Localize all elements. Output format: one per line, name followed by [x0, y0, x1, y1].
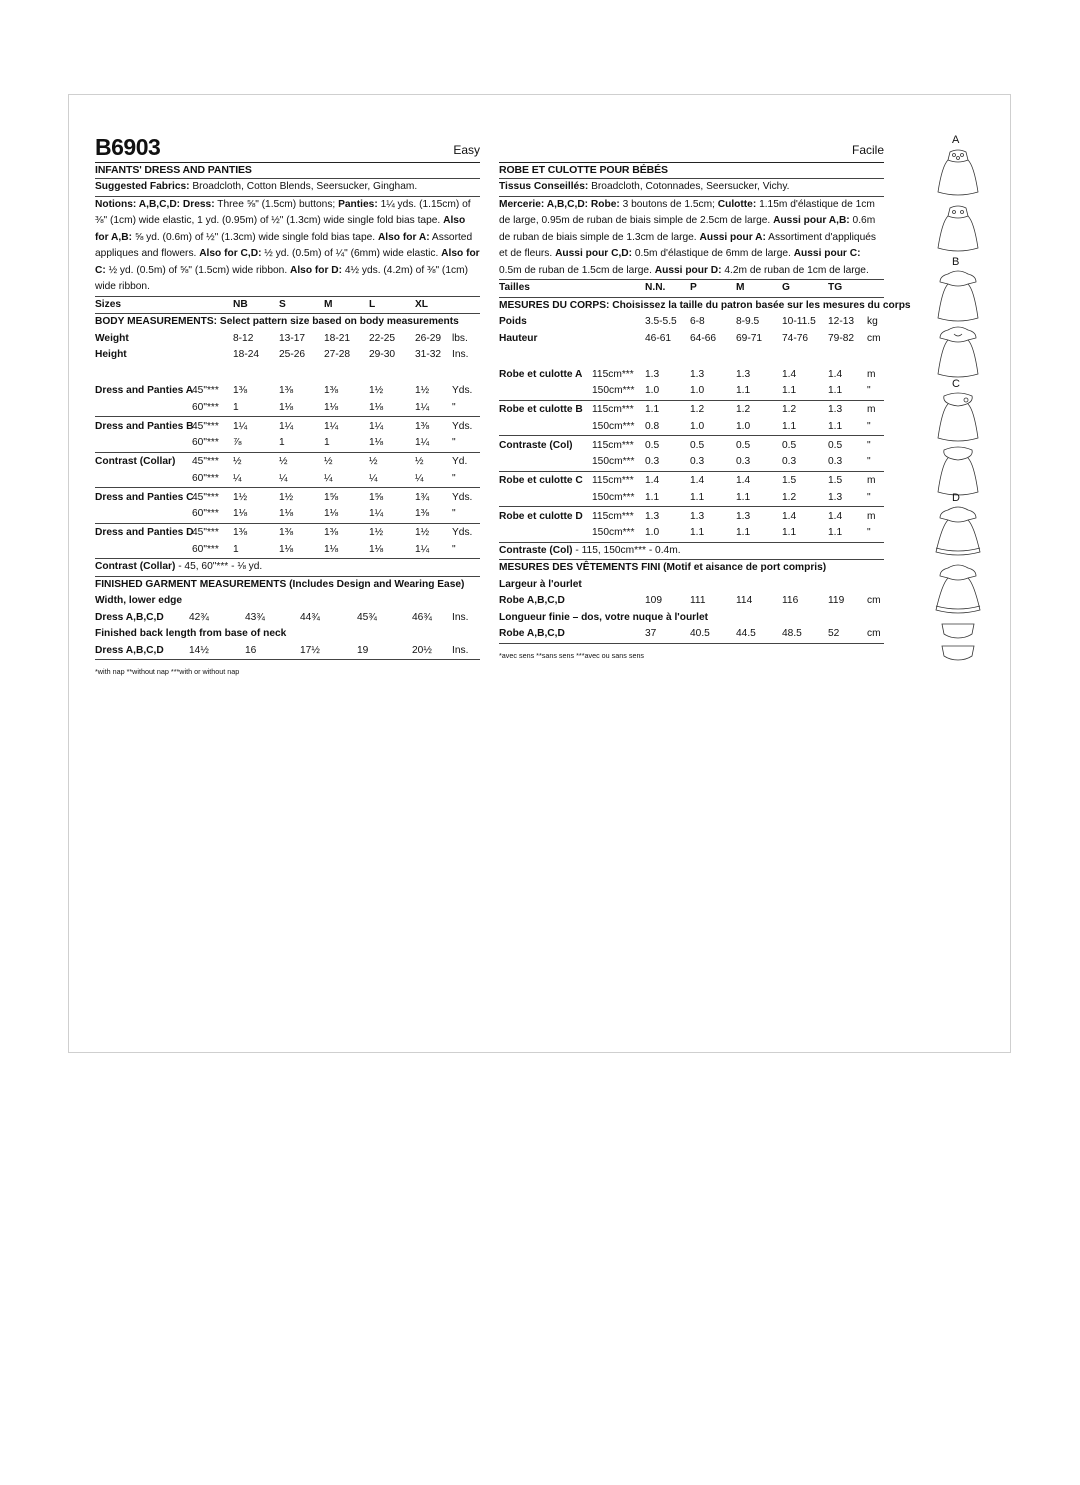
dress-c-illustration: [932, 390, 984, 498]
yardage-value: 1.1: [645, 404, 660, 415]
yardage-value: 1.3: [828, 491, 843, 503]
yardage-value: 1¼: [324, 420, 339, 432]
finished-measurements-heading: MESURES DES VÊTEMENTS FINI (Motif et aisance de port compris): [499, 562, 827, 573]
sizes-header-row: [499, 280, 884, 298]
unit-label: cm: [867, 332, 881, 344]
fabric-width: 150cm***: [592, 491, 635, 503]
yardage-value: 1⅛: [324, 508, 339, 519]
pattern-title: ROBE ET CULOTTE POUR BÉBÉS: [499, 163, 884, 179]
body-measurement-row: [499, 314, 884, 331]
contrast-note: [95, 559, 480, 577]
notions-paragraph: Notions: A,B,C,D: Dress: Three ⅝" (1.5cm) buttons; Panties: 1¼ yds. (1.15cm) of ⅜" (1cm) wide elastic, 1 yd. (0.95m) of ½" (1.3cm) wide single fold bias tape. Also for A,B: ⅝ yd. (0.6m) of ½" (1.3cm) wide single fold bias tape. Also for A: Assorted appliques and flowers. Also for C,D: ½ yd. (0.5m) of ¼" (6mm) wide elastic. Also for C: ½ yd. (0.5m) of ⅝" (1.5cm) wide ribbon. Also for D: 4½ yds. (4.2m) of ⅜" (1cm) wide ribbon.: [95, 197, 480, 297]
unit-label: Ins.: [452, 349, 469, 360]
contrast-note-text: - 45, 60"*** - ⅛ yd.: [175, 561, 263, 572]
yardage-value: 1.1: [828, 527, 843, 538]
measurement-value: 8-12: [233, 332, 254, 344]
yardage-value: 1½: [415, 385, 430, 396]
yardage-value: 1.0: [645, 385, 660, 396]
view-label-b: B: [952, 256, 960, 268]
yardage-value: ½: [233, 456, 242, 467]
size-2: S: [279, 298, 286, 310]
width-label: Largeur à l'ourlet: [499, 578, 582, 590]
yardage-value: 1.1: [736, 527, 751, 538]
nap-footnote: *with nap **without nap ***with or without nap: [95, 667, 240, 676]
view-fabric-label: Dress and Panties B: [95, 420, 194, 432]
yardage-value: 1¼: [233, 420, 248, 432]
view-fabric-label: Dress and Panties D: [95, 527, 194, 538]
size-3: M: [324, 298, 333, 310]
finished-value: 40.5: [690, 628, 710, 639]
yardage-value: 1.3: [690, 368, 705, 380]
size-4: L: [369, 298, 376, 310]
finished-value: 17½: [300, 644, 320, 656]
unit-label: Yds.: [452, 385, 473, 396]
yardage-value: 1.4: [736, 475, 751, 486]
yardage-value: 1.3: [736, 510, 751, 522]
measurement-table: [499, 280, 911, 664]
measurement-value: 22-25: [369, 332, 396, 344]
fabric-width: 60"***: [192, 472, 219, 484]
yardage-row: [95, 525, 480, 542]
yardage-value: 1.4: [645, 475, 660, 486]
garment-label: Robe A,B,C,D: [499, 628, 565, 639]
unit-label: ": [867, 491, 871, 503]
finished-width-row: [499, 593, 884, 610]
unit-label: Yds.: [452, 491, 473, 503]
back-length-label: Finished back length from base of neck: [95, 628, 287, 639]
yardage-value: 0.5: [782, 439, 797, 451]
yardage-value: 1.0: [690, 420, 705, 432]
finished-value: 109: [645, 595, 662, 606]
yardage-value: 1.4: [828, 510, 843, 522]
fabric-width: 45"***: [192, 527, 219, 538]
yardage-value: 1⅝: [369, 491, 384, 503]
yardage-value: 1.3: [828, 404, 843, 415]
measurement-value: 13-17: [279, 332, 306, 344]
finished-value: 52: [828, 628, 840, 639]
finished-value: 16: [245, 644, 257, 656]
nap-footnote: *avec sens **sans sens ***avec ou sans sens: [499, 650, 645, 660]
yardage-value: 1.1: [645, 491, 660, 503]
finished-value: 46¾: [412, 611, 432, 623]
unit-label: ": [452, 543, 456, 555]
yardage-value: 1: [324, 437, 330, 448]
finished-value: 43¾: [245, 611, 265, 623]
yardage-value: 1⅜: [324, 385, 339, 396]
contrast-note-text: - 115, 150cm*** - 0.4m.: [572, 544, 681, 556]
unit-label: ": [867, 527, 871, 538]
yardage-value: 0.3: [782, 456, 797, 467]
yardage-value: ½: [369, 456, 378, 467]
fabric-width: 45"***: [192, 456, 219, 467]
fabrics-line: Tissus Conseillés: Broadcloth, Cotonnades, Seersucker, Vichy.: [499, 179, 884, 197]
fabric-width: 115cm***: [592, 439, 634, 451]
yardage-value: ¼: [415, 472, 424, 484]
contrast-note-label: Contrast (Collar): [95, 561, 176, 572]
finished-back-row: [95, 643, 480, 661]
measurement-value: 46-61: [645, 332, 672, 344]
size-3: M: [736, 282, 745, 293]
yardage-value: 1.3: [645, 510, 660, 522]
size-1: NB: [233, 298, 248, 310]
yardage-value: ⅞: [233, 437, 242, 448]
fabric-width: 150cm***: [592, 385, 635, 396]
contrast-note: [499, 543, 884, 561]
notions-paragraph: Mercerie: A,B,C,D: Robe: 3 boutons de 1.5cm; Culotte: 1.15m d'élastique de 1cm de large, 0.95m de ruban de biais simple de 2.5cm de large. Aussi pour A,B: 0.6m de ruban de biais simple de 1.3cm de large. Aussi pour A: Assortiment d'appliqués et de fleurs. Aussi pour C,D: 0.5m d'élastique de 6mm de large. Aussi pour C: 0.5m de ruban de 1.5cm de large. Aussi pour D: 4.2m de ruban de 1cm de large.: [499, 197, 884, 281]
body-measurement-row: [95, 331, 480, 348]
sizes-header-row: [95, 297, 480, 315]
yardage-value: 1⅛: [369, 543, 384, 555]
yardage-row: [499, 367, 884, 384]
yardage-value: 0.5: [736, 439, 751, 451]
yardage-value: 1.3: [736, 368, 751, 380]
yardage-value: 1¼: [415, 401, 430, 413]
finished-value: 45¾: [357, 611, 377, 623]
fabric-width: 45"***: [192, 491, 219, 503]
yardage-row: [95, 490, 480, 507]
yardage-value: 1⅛: [279, 401, 294, 413]
finished-measurements-heading: FINISHED GARMENT MEASUREMENTS (Includes Design and Wearing Ease): [95, 578, 465, 590]
measurement-value: 12-13: [828, 316, 855, 327]
english-column: [95, 134, 480, 681]
yardage-value: 1⅝: [324, 491, 339, 503]
pattern-number: B6903: [95, 134, 161, 160]
yardage-row: [499, 438, 884, 455]
difficulty-level: Facile: [851, 143, 884, 157]
measurement-label: Poids: [499, 316, 527, 327]
yardage-row: [499, 473, 884, 490]
yardage-value: 1.4: [690, 475, 705, 486]
measurement-label: Hauteur: [499, 332, 538, 344]
size-2: P: [690, 282, 697, 293]
yardage-value: 1⅛: [369, 437, 384, 448]
yardage-value: ½: [324, 456, 333, 467]
unit-label: ": [452, 401, 456, 413]
yardage-value: 1¼: [369, 420, 384, 432]
finished-value: 19: [357, 644, 369, 656]
body-measurement-row: [95, 347, 480, 364]
finished-value: 48.5: [782, 628, 802, 639]
yardage-value: 1⅜: [415, 420, 430, 432]
fabric-width: 115cm***: [592, 404, 634, 415]
yardage-value: 1.2: [782, 491, 797, 503]
measurement-label: Weight: [95, 332, 129, 344]
yardage-value: 1.4: [782, 510, 797, 522]
yardage-value: 1.3: [690, 510, 705, 522]
yardage-value: 1⅛: [369, 401, 384, 413]
pattern-title: INFANTS' DRESS AND PANTIES: [95, 163, 480, 179]
yardage-row: [95, 471, 480, 489]
measurement-value: 18-21: [324, 332, 351, 344]
view-fabric-label: Dress and Panties C: [95, 491, 194, 503]
yardage-row: [499, 402, 884, 419]
finished-value: 42¾: [189, 611, 209, 623]
body-measurement-row: [499, 331, 884, 348]
fabric-width: 45"***: [192, 420, 219, 432]
measurement-value: 79-82: [828, 332, 855, 344]
yardage-row: [499, 383, 884, 401]
unit-label: lbs.: [452, 332, 468, 344]
sizes-label: Sizes: [95, 298, 122, 310]
finished-value: 14½: [189, 644, 209, 656]
finished-width-row: [95, 610, 480, 627]
yardage-value: 1.1: [782, 420, 797, 432]
unit-label: cm: [867, 595, 881, 606]
size-5: TG: [828, 282, 843, 293]
dress-d-illustration: [930, 504, 986, 620]
measurement-value: 25-26: [279, 349, 306, 360]
finished-value: 37: [645, 628, 657, 639]
yardage-value: 1.1: [736, 491, 751, 503]
sizes-label: Tailles: [499, 282, 530, 293]
unit-label: kg: [867, 316, 878, 327]
yardage-value: 0.3: [736, 456, 751, 467]
yardage-value: 1½: [279, 491, 294, 503]
yardage-value: 1.2: [690, 404, 705, 415]
yardage-value: 1.4: [782, 368, 797, 380]
view-fabric-label: Contraste (Col): [499, 439, 573, 451]
yardage-value: 1¼: [369, 508, 384, 519]
yardage-value: 1¼: [415, 437, 430, 448]
header: [499, 134, 884, 163]
fabric-width: 115cm***: [592, 475, 634, 486]
yardage-value: 0.5: [828, 439, 843, 451]
yardage-value: 1½: [415, 527, 430, 538]
yardage-value: 1¾: [415, 491, 430, 503]
unit-label: m: [867, 404, 876, 415]
measurement-value: 74-76: [782, 332, 809, 344]
finished-value: 119: [828, 595, 845, 606]
finished-value: 116: [782, 595, 799, 606]
size-4: G: [782, 282, 790, 293]
body-measurements-heading: BODY MEASUREMENTS: Select pattern size based on body measurements: [95, 316, 459, 327]
yardage-value: 1.0: [690, 385, 705, 396]
garment-label: Robe A,B,C,D: [499, 595, 565, 606]
yardage-value: 1⅛: [324, 401, 339, 413]
size-1: N.N.: [645, 282, 666, 293]
yardage-value: 1⅛: [324, 543, 339, 555]
finished-value: 114: [736, 595, 753, 606]
finished-value: 111: [690, 595, 706, 606]
yardage-row: [95, 400, 480, 418]
yardage-value: 0.8: [645, 420, 660, 432]
measurement-value: 29-30: [369, 349, 396, 360]
french-column: [499, 134, 911, 664]
unit-label: ": [452, 437, 456, 448]
yardage-value: 1.1: [690, 527, 705, 538]
unit-label: ": [452, 472, 456, 484]
measurement-value: 10-11.5: [782, 316, 816, 327]
yardage-value: 1⅛: [279, 543, 294, 555]
back-length-label: Longueur finie – dos, votre nuque à l'ourlet: [499, 611, 709, 623]
measurement-value: 64-66: [690, 332, 717, 344]
yardage-value: ½: [415, 456, 424, 467]
finished-value: 20½: [412, 644, 432, 656]
yardage-value: 1.1: [782, 527, 797, 538]
fabric-width: 45"***: [192, 385, 219, 396]
difficulty-level: Easy: [453, 143, 480, 157]
yardage-value: 1½: [369, 527, 384, 538]
unit-label: Ins.: [452, 644, 469, 656]
yardage-value: 1⅜: [279, 527, 294, 538]
finished-back-row: [499, 626, 884, 644]
yardage-value: ¼: [279, 472, 288, 484]
yardage-value: 0.5: [690, 439, 705, 451]
yardage-value: 0.3: [645, 456, 660, 467]
unit-label: ": [867, 420, 871, 432]
measurement-value: 26-29: [415, 332, 442, 344]
size-5: XL: [415, 298, 429, 310]
yardage-value: 0.3: [690, 456, 705, 467]
measurement-value: 27-28: [324, 349, 351, 360]
yardage-row: [95, 419, 480, 436]
yardage-value: 1.1: [690, 491, 705, 503]
view-fabric-label: Robe et culotte A: [499, 368, 583, 380]
yardage-row: [95, 454, 480, 471]
measurement-value: 31-32: [415, 349, 442, 360]
yardage-value: 1: [233, 401, 239, 413]
unit-label: ": [452, 508, 456, 519]
yardage-value: 1⅛: [233, 508, 248, 519]
unit-label: m: [867, 368, 876, 380]
fabrics-line: Suggested Fabrics: Broadcloth, Cotton Blends, Seersucker, Gingham.: [95, 179, 480, 197]
yardage-value: 1½: [369, 385, 384, 396]
fabric-width: 115cm***: [592, 510, 634, 522]
body-measurements-heading: MESURES DU CORPS: Choisissez la taille du patron basée sur les mesures du corps: [499, 299, 911, 311]
yardage-row: [95, 506, 480, 524]
fabric-width: 150cm***: [592, 420, 635, 432]
yardage-value: ¼: [233, 472, 242, 484]
yardage-row: [499, 525, 884, 543]
yardage-row: [95, 542, 480, 560]
view-fabric-label: Dress and Panties A: [95, 385, 194, 396]
fabric-width: 60"***: [192, 543, 219, 555]
fabric-width: 60"***: [192, 508, 219, 519]
yardage-row: [499, 419, 884, 437]
yardage-row: [95, 383, 480, 400]
view-fabric-label: Robe et culotte B: [499, 404, 583, 415]
garment-label: Dress A,B,C,D: [95, 644, 164, 656]
yardage-value: 1⅜: [324, 527, 339, 538]
yardage-value: 1.2: [736, 404, 751, 415]
width-label: Width, lower edge: [95, 595, 183, 606]
unit-label: ": [867, 456, 871, 467]
yardage-value: 0.3: [828, 456, 843, 467]
yardage-value: 1.5: [828, 475, 843, 486]
unit-label: Yds.: [452, 420, 473, 432]
yardage-value: 1: [233, 543, 239, 555]
yardage-value: 1.0: [645, 527, 660, 538]
view-label-d: D: [952, 492, 960, 504]
panties-illustration: [938, 620, 978, 662]
header: [95, 134, 480, 163]
measurement-table: [95, 297, 480, 681]
yardage-value: 1¼: [415, 543, 430, 555]
unit-label: ": [867, 385, 871, 396]
yardage-value: 1¼: [279, 420, 294, 432]
view-illustrations: [918, 134, 998, 664]
measurement-value: 6-8: [690, 316, 705, 327]
view-fabric-label: Robe et culotte C: [499, 475, 583, 486]
measurement-label: Height: [95, 349, 127, 360]
yardage-value: 1.1: [828, 420, 843, 432]
yardage-value: 1⅜: [233, 385, 248, 396]
yardage-value: ½: [279, 456, 288, 467]
view-label-c: C: [952, 378, 960, 390]
fabric-width: 150cm***: [592, 527, 635, 538]
yardage-value: 1.1: [736, 385, 751, 396]
measurement-value: 8-9.5: [736, 316, 760, 327]
garment-label: Dress A,B,C,D: [95, 611, 164, 623]
yardage-value: 1.1: [828, 385, 843, 396]
view-fabric-label: Robe et culotte D: [499, 510, 583, 522]
unit-label: Yd.: [452, 456, 468, 467]
yardage-value: 1½: [233, 491, 248, 503]
yardage-row: [499, 454, 884, 472]
view-label-a: A: [952, 134, 960, 146]
finished-value: 44¾: [300, 611, 320, 623]
measurement-value: 18-24: [233, 349, 260, 360]
finished-value: 44.5: [736, 628, 756, 639]
yardage-row: [95, 435, 480, 453]
yardage-value: 1: [279, 437, 285, 448]
contrast-note-label: Contraste (Col): [499, 544, 573, 556]
measurement-value: 3.5-5.5: [645, 316, 677, 327]
yardage-value: ¼: [369, 472, 378, 484]
unit-label: Yds.: [452, 527, 473, 538]
fabric-width: 60"***: [192, 437, 219, 448]
view-fabric-label: Contrast (Collar): [95, 456, 176, 467]
yardage-value: 1.5: [782, 475, 797, 486]
yardage-value: 1.4: [828, 368, 843, 380]
yardage-value: 1⅜: [233, 527, 248, 538]
yardage-value: ¼: [324, 472, 333, 484]
fabric-width: 60"***: [192, 401, 219, 413]
unit-label: ": [867, 439, 871, 451]
yardage-row: [499, 490, 884, 508]
dress-a-illustration: [932, 146, 984, 254]
yardage-value: 1.1: [782, 385, 797, 396]
unit-label: cm: [867, 628, 881, 639]
unit-label: m: [867, 510, 876, 522]
fabric-width: 115cm***: [592, 368, 634, 380]
yardage-value: 1.3: [645, 368, 660, 380]
yardage-value: 1.2: [782, 404, 797, 415]
yardage-value: 1⅜: [415, 508, 430, 519]
yardage-row: [499, 509, 884, 526]
yardage-value: 1⅜: [279, 385, 294, 396]
unit-label: Ins.: [452, 611, 469, 623]
unit-label: m: [867, 475, 876, 486]
yardage-value: 0.5: [645, 439, 660, 451]
dress-b-illustration: [932, 268, 984, 380]
yardage-value: 1⅛: [279, 508, 294, 519]
yardage-value: 1.0: [736, 420, 751, 432]
fabric-width: 150cm***: [592, 456, 635, 467]
measurement-value: 69-71: [736, 332, 763, 344]
